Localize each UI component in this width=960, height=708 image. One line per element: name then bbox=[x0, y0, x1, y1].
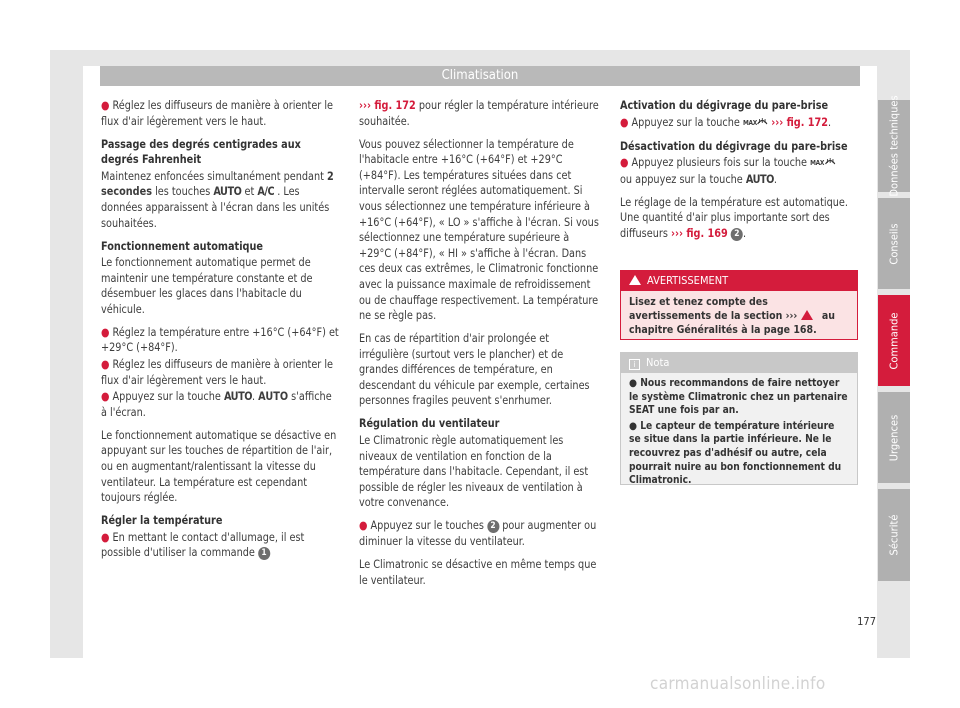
tab-donnees-techniques[interactable]: Données techniques bbox=[878, 100, 910, 192]
tab-commande[interactable]: Commande bbox=[878, 295, 910, 386]
ac-key-icon: A/C bbox=[257, 184, 275, 199]
heading-desactivation: Désactivation du dégivrage du pare-brise bbox=[620, 138, 848, 153]
callout-badge-1: 1 bbox=[258, 547, 270, 560]
bullet-item: ● En mettant le contact d'allumage, il est possible d'utiliser la commande 1 bbox=[101, 529, 305, 560]
auto-key-icon: AUTO bbox=[213, 184, 242, 199]
bullet-text: Réglez les diffuseurs de manière à orienter le flux d'air légèrement vers le haut. bbox=[101, 98, 334, 128]
warning-title: AVERTISSEMENT bbox=[647, 274, 729, 287]
paragraph: ››› fig. 172 pour régler la température intérieure souhaitée. bbox=[359, 98, 599, 128]
page-number: 177 bbox=[857, 615, 876, 628]
tab-securite[interactable]: Sécurité bbox=[878, 489, 910, 581]
max-defrost-icon: MAX bbox=[810, 156, 835, 172]
bullet-icon: ● bbox=[101, 529, 110, 544]
bullet-icon: ● bbox=[101, 98, 110, 112]
heading-ventilateur: Régulation du ventilateur bbox=[359, 416, 500, 431]
tab-urgences[interactable]: Urgences bbox=[878, 392, 910, 483]
paragraph: Le fonctionnement automatique se désactive en appuyant sur les touches de répartition de l'air, ou en augmentant/ralentissant la vitesse du ventilateur. La température est cependant toujours réglée. bbox=[101, 427, 337, 505]
bullet-icon: ● bbox=[620, 114, 629, 129]
paragraph: En cas de répartition d'air prolongée et irrégulière (surtout vers le plancher) et de grandes différences de température, en descendant du véhicule par exemple, certaines personnes fragiles peuvent s'enrhumer. bbox=[359, 331, 590, 408]
bullet-icon: ● bbox=[101, 357, 110, 372]
bullet-item: ● Appuyez sur la touche MAX ››› fig. 172. bbox=[620, 115, 858, 132]
figure-reference[interactable]: ››› fig. 172 bbox=[771, 114, 829, 129]
heading-fahrenheit: Passage des degrés centigrades aux degrés Fahrenheit bbox=[101, 136, 301, 167]
bullet-item bbox=[101, 98, 339, 129]
callout-badge-2: 2 bbox=[487, 520, 499, 533]
section-header: Climatisation bbox=[100, 66, 860, 86]
bullet-item: ● Appuyez sur le touches 2 pour augmenter ou diminuer la vitesse du ventilateur. bbox=[359, 518, 597, 548]
paragraph: Vous pouvez sélectionner la température de l'habitacle entre +16°C (+64°F) et +29°C (+84°F). Les températures situées dans cet intervalle seront réglées automatiquement. Si vous sélectionnez une température inférieure à +16°C (+64°F), « LO » s'affiche à l'écran. Si vous sélectionnez une température supérieure à +29°C (+84°F), « HI » s'affiche à l'écran. Dans ces deux cas extrêmes, le Climatronic fonctionne avec la puissance maximale de refroidissement ou de chauffage respectivement. La température ne se règle pas. bbox=[359, 136, 599, 323]
warning-header bbox=[621, 271, 857, 291]
figure-reference[interactable]: ››› fig. 169 bbox=[670, 225, 728, 240]
note-item: ● Nous recommandons de faire nettoyer le système Climatronic chez un partenaire SEAT une fois par an. bbox=[629, 378, 848, 417]
bullet-icon: ● bbox=[101, 324, 110, 339]
paragraph: Le Climatronic règle automatiquement les niveaux de ventilation en fonction de la température dans l'habitacle. Cependant, il est possible de régler les niveaux de ventilation à votre convenance. bbox=[359, 433, 589, 510]
bullet-item: ● Appuyez plusieurs fois sur la touche MAX ou appuyez sur la touche AUTO. bbox=[620, 155, 858, 187]
figure-reference[interactable]: ››› fig. 172 bbox=[359, 98, 416, 112]
warning-triangle-icon bbox=[629, 275, 641, 285]
auto-key-icon: AUTO bbox=[223, 389, 253, 404]
callout-badge-2: 2 bbox=[731, 228, 743, 241]
note-text bbox=[621, 373, 857, 494]
note-title: Nota bbox=[646, 356, 670, 369]
paragraph: Le réglage de la température est automatique. Une quantité d'air plus importante sort des diffuseurs ››› fig. 169 2 . bbox=[620, 194, 848, 240]
watermark: carmanualsonline.info bbox=[650, 674, 826, 694]
paragraph: Maintenez enfoncées simultanément pendant 2 secondes les touches AUTO et A/C . Les données apparaissent à l'écran dans les unités souhaitées. bbox=[101, 168, 334, 230]
heading-automatique: Fonctionnement automatique bbox=[101, 238, 263, 253]
tab-conseils[interactable]: Conseils bbox=[878, 198, 910, 289]
bullet-item: ● Réglez les diffuseurs de manière à orienter le flux d'air légèrement vers le haut. bbox=[101, 357, 334, 387]
info-icon: i bbox=[629, 359, 640, 370]
bullet-item: ● Réglez la température entre +16°C (+64°F) et +29°C (+84°F). bbox=[101, 324, 339, 355]
warning-triangle-icon bbox=[801, 310, 813, 320]
note-box bbox=[620, 352, 858, 485]
bullet-icon: ● bbox=[359, 518, 368, 533]
warning-text: Lisez et tenez compte des avertissements de la section ››› au chapitre Généralités à la page 168. bbox=[629, 296, 836, 336]
bullet-icon: ● bbox=[629, 420, 637, 432]
auto-key-icon: AUTO bbox=[745, 171, 774, 186]
note-item: ● Le capteur de température intérieure se situe dans la partie inférieure. Ne le recouvrez pas d'adhésif ou autre, cela pourrait nuire au bon fonctionnement du Climatronic. bbox=[629, 420, 842, 487]
text-column-3 bbox=[620, 98, 858, 249]
warning-box bbox=[620, 270, 858, 340]
max-defrost-icon: MAX bbox=[743, 116, 768, 132]
heading-temperature: Régler la température bbox=[101, 513, 223, 528]
paragraph: Le fonctionnement automatique permet de maintenir une température constante et de désembuer les glaces dans l'habitacle du véhicule. bbox=[101, 255, 313, 316]
heading-activation: Activation du dégivrage du pare-brise bbox=[620, 98, 829, 112]
bullet-item: ● Appuyez sur la touche AUTO. AUTO s'affiche à l'écran. bbox=[101, 389, 332, 419]
text-column-1 bbox=[101, 98, 339, 562]
paragraph: Le Climatronic se désactive en même temps que le ventilateur. bbox=[359, 556, 597, 587]
note-header bbox=[621, 353, 857, 373]
text-column-2 bbox=[359, 98, 599, 596]
bullet-icon: ● bbox=[629, 378, 637, 389]
bullet-icon: ● bbox=[101, 389, 110, 404]
bullet-icon: ● bbox=[620, 155, 629, 170]
